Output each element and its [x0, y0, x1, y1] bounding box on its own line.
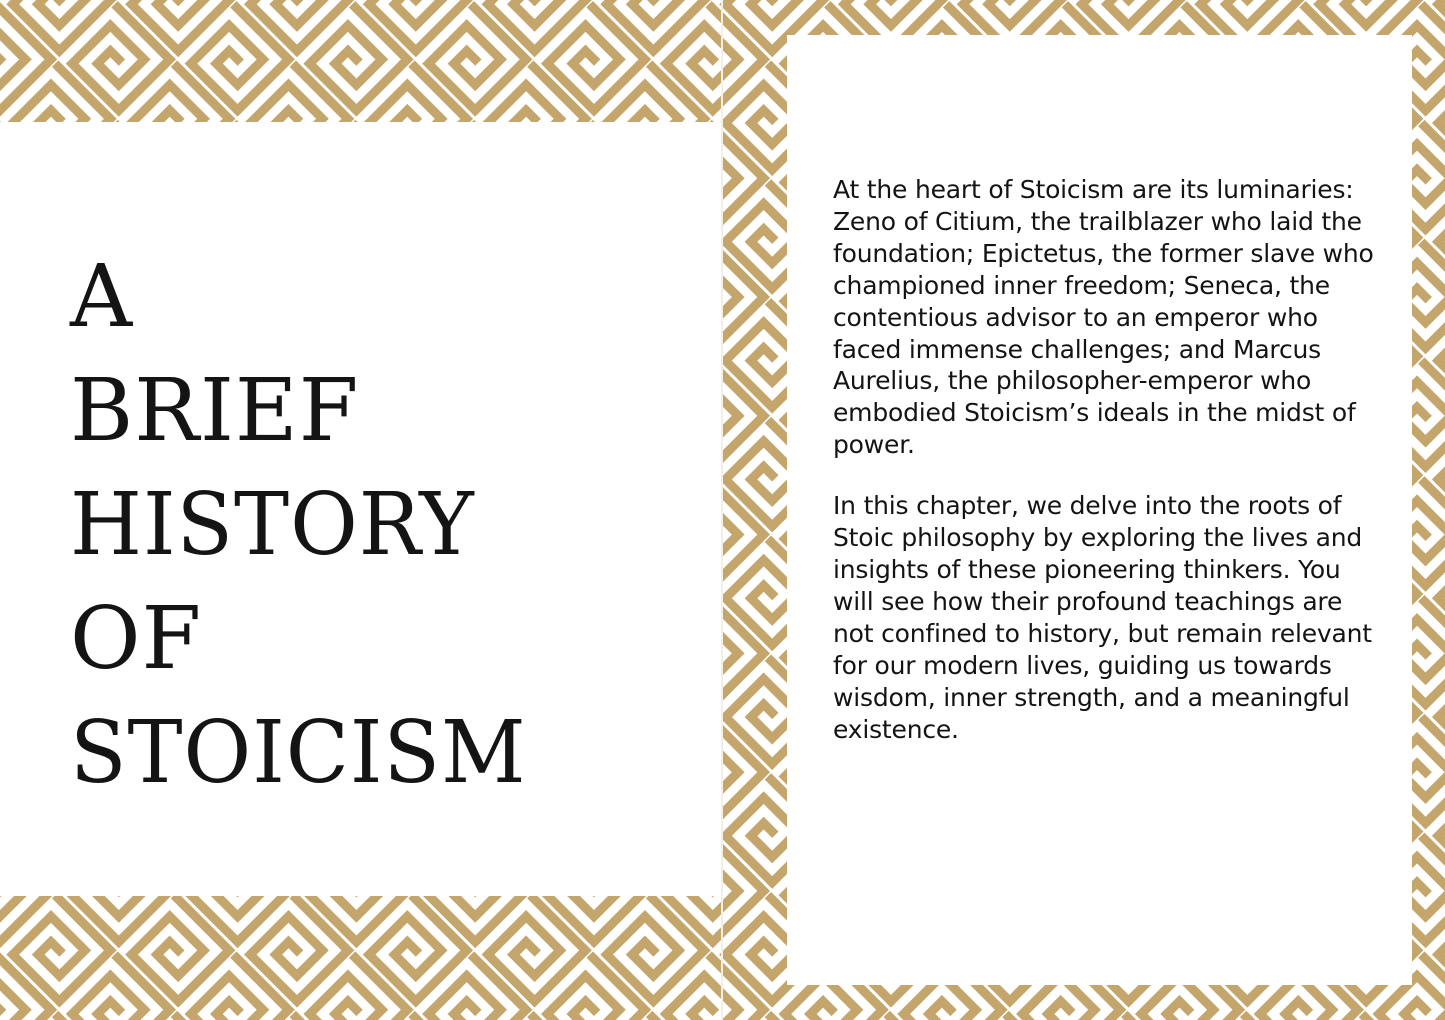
- page-gutter: [721, 0, 723, 1020]
- title-line: HISTORY: [70, 475, 475, 575]
- chapter-intro-text: [833, 174, 1378, 774]
- paragraph-luminaries: At the heart of Stoicism are its luminaries: Zeno of Citium, the trailblazer who laid the foundation; Epictetus, the former slave who championed inner freedom; Seneca, the contentious advisor to an emperor who faced immense challenges; and Marcus Aurelius, the philosopher-emperor who embodied Stoicism’s ideals in the midst of power.: [833, 175, 1374, 460]
- paragraph-chapter-overview: In this chapter, we delve into the roots of Stoic philosophy by exploring the lives and insights of these pioneering thinkers. You will see how their profound teachings are not confined to history, but remain relevant for our modern lives, guiding us towards wisdom, inner strength, and a meaningful existence.: [833, 491, 1372, 744]
- title-line: STOICISM: [70, 703, 527, 803]
- title-line: A: [70, 247, 134, 347]
- title-line: OF: [70, 589, 203, 689]
- left-page: [0, 0, 721, 1020]
- title-line: BRIEF: [70, 361, 360, 461]
- chapter-title: [70, 240, 546, 810]
